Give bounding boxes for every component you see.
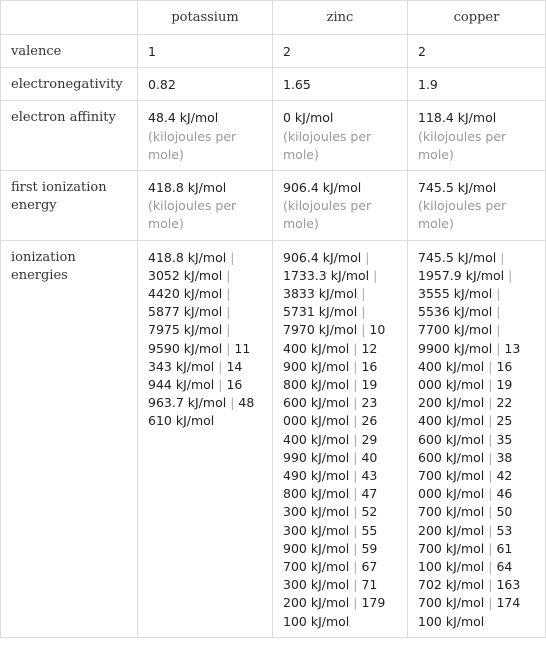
separator: | <box>488 522 493 538</box>
ionization-value: 23 000 kJ/mol <box>283 395 378 429</box>
ionization-value: 5877 kJ/mol <box>148 304 223 320</box>
ionization-value: 67 300 kJ/mol <box>283 559 378 593</box>
separator: | <box>353 522 358 538</box>
cell-copper: 2 <box>408 35 546 68</box>
separator: | <box>218 358 223 374</box>
ionization-value: 16 000 kJ/mol <box>418 358 513 393</box>
row-label: valence <box>1 35 138 68</box>
header-row <box>1 1 546 35</box>
separator: | <box>488 559 493 575</box>
row-first-ionization-energy <box>1 171 546 241</box>
separator: | <box>353 577 358 593</box>
separator: | <box>353 413 358 429</box>
separator: | <box>373 267 378 283</box>
ionization-value: 26 400 kJ/mol <box>283 413 378 447</box>
separator: | <box>488 486 493 502</box>
separator: | <box>488 577 493 593</box>
header-potassium: potassium <box>138 1 273 35</box>
ionization-value: 40 490 kJ/mol <box>283 449 378 484</box>
separator: | <box>226 304 231 320</box>
separator: | <box>226 340 231 356</box>
cell-copper <box>408 101 546 171</box>
ionization-value: 3052 kJ/mol <box>148 267 223 283</box>
separator: | <box>226 286 231 302</box>
row-label: electron affinity <box>1 101 138 171</box>
ionization-value: 7970 kJ/mol <box>283 322 358 338</box>
unit-note: (kilojoules per mole) <box>148 198 237 232</box>
ionization-value: 16 963.7 kJ/mol <box>148 377 243 411</box>
ionization-value: 55 900 kJ/mol <box>283 522 378 556</box>
ionization-value: 42 000 kJ/mol <box>418 468 513 502</box>
ionization-value: 64 702 kJ/mol <box>418 559 513 593</box>
row-label: first ionization energy <box>1 171 138 241</box>
ionization-value: 4420 kJ/mol <box>148 286 223 302</box>
separator: | <box>353 340 358 356</box>
cell-zinc: 1.65 <box>273 68 408 101</box>
separator: | <box>353 377 358 393</box>
separator: | <box>488 504 493 520</box>
separator: | <box>230 249 235 265</box>
separator: | <box>488 413 493 429</box>
ionization-value: 174 100 kJ/mol <box>418 595 521 629</box>
cell-potassium <box>138 101 273 171</box>
header-copper: copper <box>408 1 546 35</box>
separator: | <box>230 395 235 411</box>
cell-potassium: 1 <box>138 35 273 68</box>
ionization-value: 9900 kJ/mol <box>418 340 493 356</box>
ionization-value: 25 600 kJ/mol <box>418 413 513 447</box>
ionization-value: 1733.3 kJ/mol <box>283 267 370 283</box>
header-zinc: zinc <box>273 1 408 35</box>
ionization-value: 22 400 kJ/mol <box>418 395 513 429</box>
cell-copper: 1.9 <box>408 68 546 101</box>
ionization-value: 10 400 kJ/mol <box>283 322 386 356</box>
separator: | <box>353 595 358 611</box>
ionization-value: 1957.9 kJ/mol <box>418 267 505 283</box>
value: 745.5 kJ/mol <box>418 180 497 196</box>
ionization-value: 59 700 kJ/mol <box>283 540 378 575</box>
separator: | <box>488 377 493 393</box>
row-label: ionization energies <box>1 240 138 637</box>
ionization-value: 71 200 kJ/mol <box>283 577 378 611</box>
row-valence <box>1 35 546 68</box>
separator: | <box>353 486 358 502</box>
separator: | <box>353 449 358 465</box>
separator: | <box>488 395 493 411</box>
ionization-value: 14 944 kJ/mol <box>148 358 243 393</box>
separator: | <box>361 322 366 338</box>
ionization-value: 5731 kJ/mol <box>283 304 358 320</box>
ionization-value: 16 800 kJ/mol <box>283 358 378 393</box>
cell-potassium <box>138 171 273 241</box>
unit-note: (kilojoules per mole) <box>418 198 507 232</box>
separator: | <box>353 540 358 556</box>
ionization-value: 48 610 kJ/mol <box>148 395 255 429</box>
cell-zinc <box>273 101 408 171</box>
separator: | <box>496 340 501 356</box>
separator: | <box>488 358 493 374</box>
cell-zinc: 2 <box>273 35 408 68</box>
ionization-value: 179 100 kJ/mol <box>283 595 386 629</box>
separator: | <box>353 395 358 411</box>
row-ionization-energies <box>1 240 546 637</box>
ionization-value: 906.4 kJ/mol <box>283 249 362 265</box>
value: 48.4 kJ/mol <box>148 110 219 126</box>
unit-note: (kilojoules per mole) <box>418 128 507 162</box>
unit-note: (kilojoules per mole) <box>148 128 237 162</box>
separator: | <box>353 504 358 520</box>
separator: | <box>488 468 493 484</box>
ionization-value: 7700 kJ/mol <box>418 322 493 338</box>
ionization-value: 11 343 kJ/mol <box>148 340 251 374</box>
ionization-value: 163 700 kJ/mol <box>418 577 521 611</box>
separator: | <box>500 249 505 265</box>
ionization-value: 5536 kJ/mol <box>418 304 493 320</box>
ionization-value: 3833 kJ/mol <box>283 286 358 302</box>
separator: | <box>488 431 493 447</box>
unit-note: (kilojoules per mole) <box>283 128 372 162</box>
ionization-value: 53 700 kJ/mol <box>418 522 513 556</box>
ionization-value: 43 800 kJ/mol <box>283 468 378 502</box>
separator: | <box>353 559 358 575</box>
separator: | <box>353 431 358 447</box>
ionization-list-potassium <box>138 240 273 637</box>
separator: | <box>488 540 493 556</box>
row-electronegativity <box>1 68 546 101</box>
row-electron-affinity <box>1 101 546 171</box>
ionization-value: 50 200 kJ/mol <box>418 504 513 538</box>
separator: | <box>488 595 493 611</box>
ionization-value: 47 300 kJ/mol <box>283 486 378 520</box>
value: 906.4 kJ/mol <box>283 180 362 196</box>
cell-copper <box>408 171 546 241</box>
ionization-value: 13 400 kJ/mol <box>418 340 521 374</box>
ionization-value: 418.8 kJ/mol <box>148 249 227 265</box>
separator: | <box>496 304 501 320</box>
separator: | <box>496 322 501 338</box>
cell-zinc <box>273 171 408 241</box>
separator: | <box>496 286 501 302</box>
separator: | <box>488 449 493 465</box>
ionization-value: 9590 kJ/mol <box>148 340 223 356</box>
ionization-value: 29 990 kJ/mol <box>283 431 378 465</box>
separator: | <box>218 377 223 393</box>
ionization-value: 7975 kJ/mol <box>148 322 223 338</box>
ionization-value: 19 200 kJ/mol <box>418 377 513 411</box>
ionization-value: 38 700 kJ/mol <box>418 449 513 484</box>
ionization-value: 46 700 kJ/mol <box>418 486 513 520</box>
separator: | <box>226 267 231 283</box>
ionization-value: 19 600 kJ/mol <box>283 377 378 411</box>
separator: | <box>353 358 358 374</box>
separator: | <box>361 304 366 320</box>
cell-potassium: 0.82 <box>138 68 273 101</box>
ionization-value: 12 900 kJ/mol <box>283 340 378 374</box>
value: 418.8 kJ/mol <box>148 180 227 196</box>
ionization-list-copper <box>408 240 546 637</box>
separator: | <box>365 249 370 265</box>
separator: | <box>226 322 231 338</box>
value: 118.4 kJ/mol <box>418 110 497 126</box>
ionization-value: 35 600 kJ/mol <box>418 431 513 465</box>
header-empty <box>1 1 138 35</box>
separator: | <box>361 286 366 302</box>
separator: | <box>508 267 513 283</box>
ionization-value: 745.5 kJ/mol <box>418 249 497 265</box>
ionization-value: 52 300 kJ/mol <box>283 504 378 538</box>
ionization-value: 61 100 kJ/mol <box>418 540 513 575</box>
ionization-list-zinc <box>273 240 408 637</box>
value: 0 kJ/mol <box>283 110 334 126</box>
separator: | <box>353 468 358 484</box>
row-label: electronegativity <box>1 68 138 101</box>
ionization-value: 3555 kJ/mol <box>418 286 493 302</box>
unit-note: (kilojoules per mole) <box>283 198 372 232</box>
